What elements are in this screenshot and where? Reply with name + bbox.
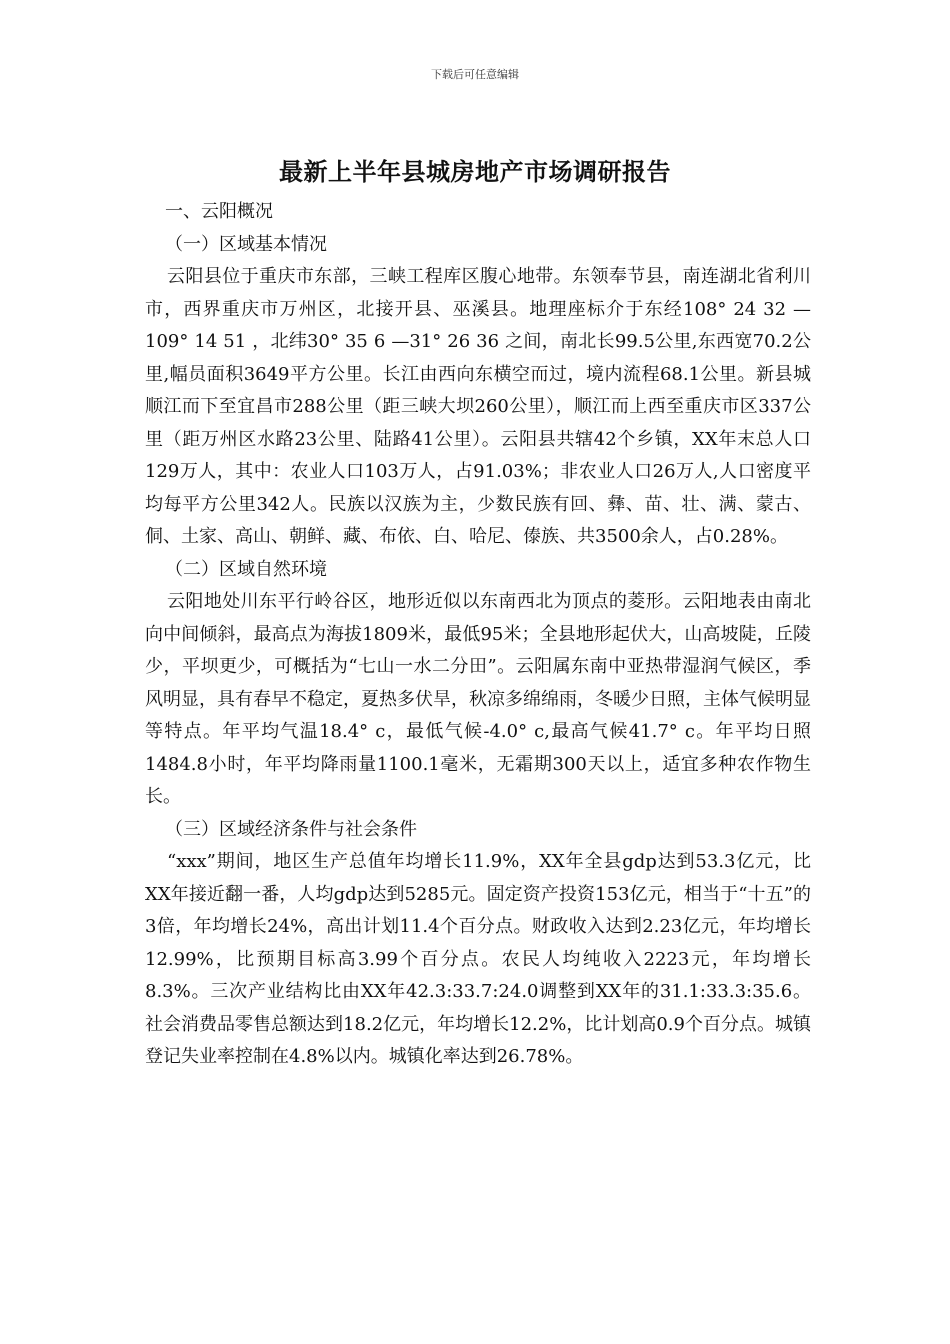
subsection-heading-natural-environment: （二）区域自然环境 (165, 558, 327, 580)
paragraph-basic-info: 云阳县位于重庆市东部，三峡工程库区腹心地带。东领奉节县，南连湖北省利川市，西界重庆市万州区，北接开县、巫溪县。地理座标介于东经108° 24 32 —109° 14 51 ，北纬30° 35 6 —31° 26 36 之间，南北长99.5公里,东西宽70.2公里,幅员面积3649平方公里。长江由西向东横空而过，境内流程68.1公里。新县城顺江而下至宜昌市288公里（距三峡大坝260公里），顺江而上西至重庆市区337公里（距万州区水路23公里、陆路41公里）。云阳县共辖42个乡镇，XX年末总人口129万人，其中：农业人口103万人，占91.03%；非农业人口26万人,人口密度平均每平方公里342人。民族以汉族为主，少数民族有回、彝、苗、壮、满、蒙古、侗、土家、高山、朝鲜、藏、布依、白、哈尼、傣族、共3500余人，占0.28%。 (145, 266, 811, 547)
document-body (145, 196, 811, 1074)
document-title: 最新上半年县城房地产市场调研报告 (279, 157, 671, 186)
subsection-heading-basic-info: （一）区域基本情况 (165, 233, 327, 255)
subsection-heading-economic-social: （三）区域经济条件与社会条件 (165, 818, 417, 840)
header-note: 下载后可任意编辑 (431, 68, 519, 81)
paragraph-natural-environment: 云阳地处川东平行岭谷区，地形近似以东南西北为顶点的菱形。云阳地表由南北向中间倾斜，最高点为海拔1809米，最低95米；全县地形起伏大，山高坡陡，丘陵少，平坝更少，可概括为“七山一水二分田”。云阳属东南中亚热带湿润气候区，季风明显，具有春早不稳定，夏热多伏旱，秋凉多绵绵雨，冬暖少日照，主体气候明显等特点。年平均气温18.4° c，最低气候-4.0° c,最高气候41.7° c。年平均日照1484.8小时，年平均降雨量1100.1毫米，无霜期300天以上，适宜多种农作物生长。 (145, 591, 811, 807)
section-heading-overview: 一、云阳概况 (165, 201, 273, 222)
paragraph-economic-social: “xxx”期间，地区生产总值年均增长11.9%，XX年全县gdp达到53.3亿元，比XX年接近翻一番，人均gdp达到5285元。固定资产投资153亿元，相当于“十五”的3倍，年均增长24%，高出计划11.4个百分点。财政收入达到2.23亿元，年均增长12.99%，比预期目标高3.99个百分点。农民人均纯收入2223元，年均增长8.3%。三次产业结构比由XX年42.3:33.7:24.0调整到XX年的31.1:33.3:35.6。社会消费品零售总额达到18.2亿元，年均增长12.2%，比计划高0.9个百分点。城镇登记失业率控制在4.8%以内。城镇化率达到26.78%。 (145, 851, 811, 1067)
